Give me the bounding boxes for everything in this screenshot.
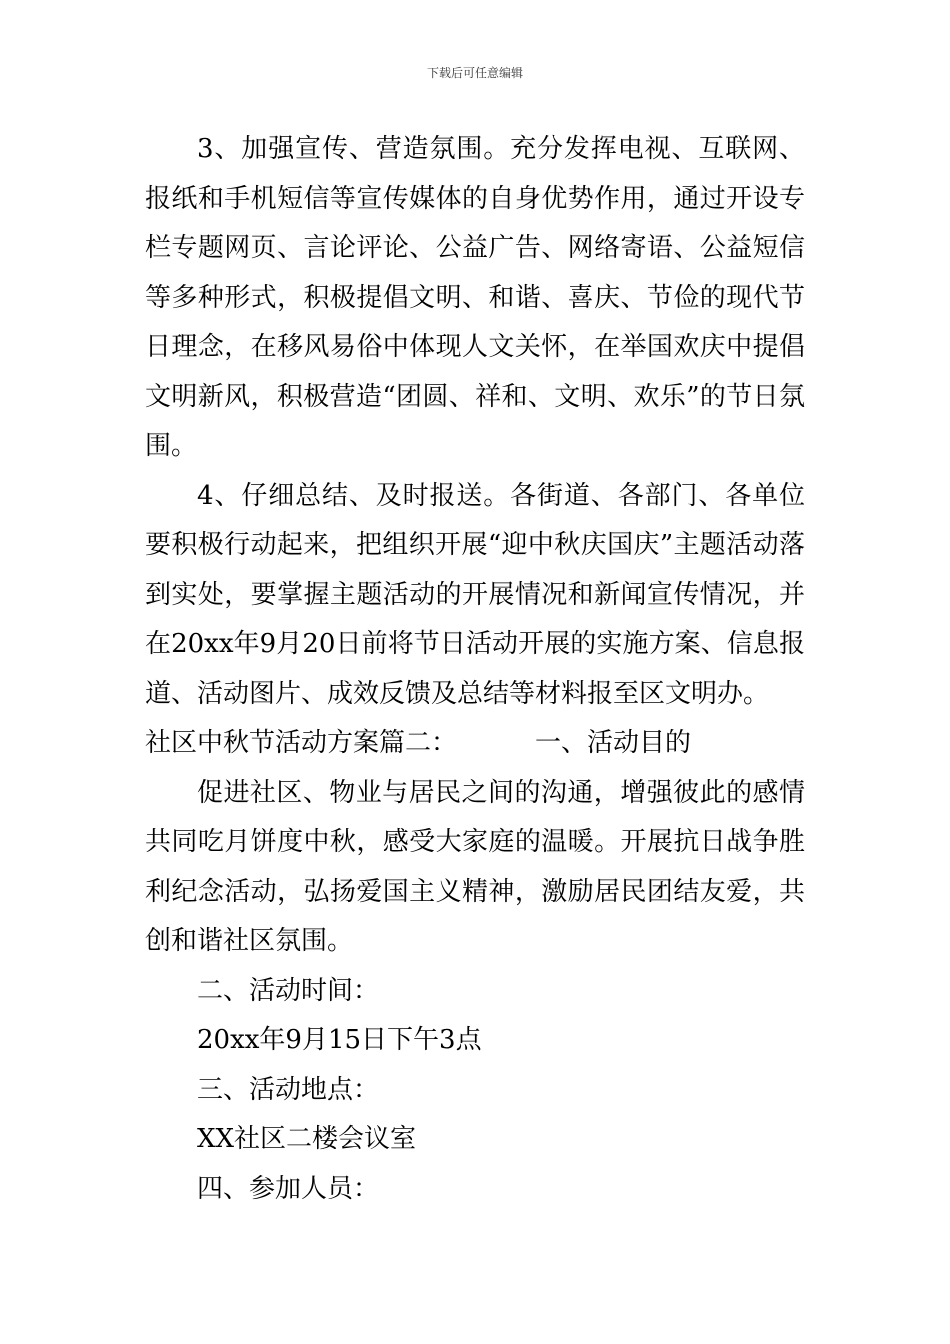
page-header: 下载后可任意编辑 — [426, 66, 523, 80]
section-title: 社区中秋节活动方案篇二： — [145, 728, 458, 758]
participants-label: 四、参加人员： — [197, 1173, 380, 1204]
activity-time-label: 二、活动时间： — [197, 975, 380, 1006]
paragraph-publicity: 3、加强宣传、营造氛围。充分发挥电视、互联网、报纸和手机短信等宣传媒体的自身优势作用，通过开设专栏专题网页、言论评论、公益广告、网络寄语、公益短信等多种形式，积极提倡文明、和谐、喜庆、节俭的现代节日理念，在移风易俗中体现人文关怀，在举国欢庆中提倡文明新风，积极营造“团圆、祥和、文明、欢乐”的节日氛围。 — [145, 134, 805, 461]
activity-time-value: 20xx年9月15日下午3点 — [197, 1025, 482, 1055]
section-one-heading: 一、活动目的 — [535, 728, 692, 758]
document-body — [145, 125, 805, 1214]
paragraph-purpose: 促进社区、物业与居民之间的沟通，增强彼此的感情共同吃月饼度中秋，感受大家庭的温暖。开展抗日战争胜利纪念活动，弘扬爱国主义精神，激励居民团结友爱，共创和谐社区氛围。 — [145, 777, 805, 956]
section-heading-line — [145, 719, 805, 769]
paragraph-summary-report: 4、仔细总结、及时报送。各街道、各部门、各单位要积极行动起来，把组织开展“迎中秋庆国庆”主题活动落到实处，要掌握主题活动的开展情况和新闻宣传情况，并在20xx年9月20日前将节日活动开展的实施方案、信息报道、活动图片、成效反馈及总结等材料报至区文明办。 — [145, 480, 805, 709]
activity-place-label: 三、活动地点： — [197, 1074, 380, 1105]
activity-place-value: XX社区二楼会议室 — [197, 1124, 417, 1154]
